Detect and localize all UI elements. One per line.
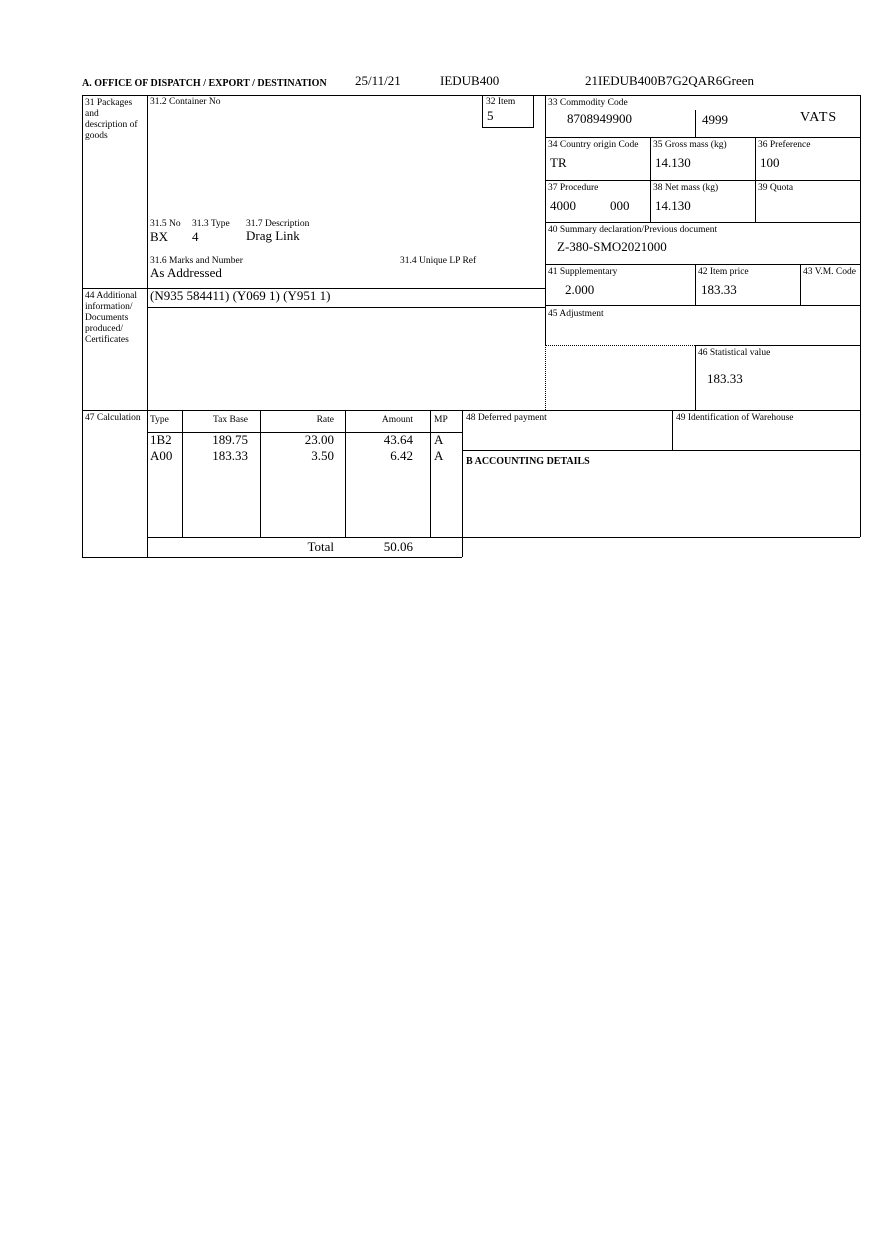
divider-box44-value-underline (147, 307, 545, 308)
divider-table-col2 (260, 410, 261, 537)
box48-label: 48 Deferred payment (466, 413, 547, 423)
border-label-column (147, 95, 148, 557)
divider-top (82, 95, 860, 96)
divider-table-col3 (345, 410, 346, 537)
box31-2-container-label: 31.2 Container No (150, 97, 221, 107)
border-left (82, 95, 83, 557)
table-row-rate: 3.50 (311, 448, 334, 463)
table-row-tax-base: 189.75 (212, 432, 248, 447)
box40-summary-declaration-value: Z-380-SMO2021000 (557, 239, 667, 254)
box33-commodity-code3: VATS (800, 110, 838, 125)
divider-box48-box49 (672, 410, 673, 450)
box31-7-label: 31.7 Description (246, 219, 310, 229)
table-header-amount: Amount (381, 415, 413, 425)
divider-box41-box42 (695, 264, 696, 305)
table-total-label: Total (307, 539, 334, 554)
divider-box48-bottom (462, 450, 860, 451)
divider-total-row-bottom (82, 557, 462, 558)
header-date: 25/11/21 (355, 73, 401, 88)
divider-box47-top (82, 410, 860, 411)
box31-5-label: 31.5 No (150, 219, 181, 229)
box32-label: 32 Item (486, 97, 516, 107)
box33-commodity-code: 8708949900 (567, 111, 632, 126)
box36-label: 36 Preference (758, 140, 811, 150)
box43-label: 43 V.M. Code (803, 267, 856, 277)
table-total-value: 50.06 (383, 539, 413, 554)
box31-6-marks-value: As Addressed (150, 265, 222, 280)
divider-box45-bottom-dotted (545, 345, 695, 346)
table-row-tax-base: 183.33 (212, 448, 248, 463)
divider-box37-bottom (545, 222, 860, 223)
divider-table-col4 (430, 410, 431, 537)
table-header-mp: MP (434, 415, 448, 425)
table-row-mp: A (434, 432, 444, 447)
box38-label: 38 Net mass (kg) (653, 183, 719, 193)
box44-label: 44 Additional information/ Documents produced/ Certificates (85, 291, 137, 345)
table-header-type: Type (150, 415, 169, 425)
box31-5-no-value: BX (150, 229, 169, 244)
box46-statistical-value: 183.33 (707, 371, 743, 386)
box44-additional-info-value: (N935 584411) (Y069 1) (Y951 1) (150, 288, 331, 303)
table-row-amount: 43.64 (383, 432, 413, 447)
box42-label: 42 Item price (698, 267, 749, 277)
table-row-amount: 6.42 (390, 448, 413, 463)
box42-item-price-value: 183.33 (701, 282, 737, 297)
box38-net-mass-value: 14.130 (655, 198, 691, 213)
table-row-mp: A (434, 448, 444, 463)
box36-preference-value: 100 (760, 155, 780, 170)
table-header-rate: Rate (316, 415, 334, 425)
divider-box42-box43 (800, 264, 801, 305)
divider-box40-bottom (545, 264, 860, 265)
box37-label: 37 Procedure (548, 183, 599, 193)
box41-supplementary-value: 2.000 (565, 282, 595, 297)
box31-3-label: 31.3 Type (192, 219, 230, 229)
divider-table-col1 (182, 410, 183, 537)
box31-7-description-value: Drag Link (246, 228, 300, 243)
table-row-type: A00 (150, 448, 173, 463)
divider-table-bottom (147, 537, 860, 538)
divider-table-right (462, 410, 463, 557)
divider-box34-box35 (650, 137, 651, 222)
border-middle-dotted (545, 345, 546, 410)
box40-label: 40 Summary declaration/Previous document (548, 225, 718, 235)
box35-label: 35 Gross mass (kg) (653, 140, 727, 150)
divider-box34-bottom (545, 180, 860, 181)
border-right (860, 95, 861, 537)
divider-commodity-code (695, 110, 696, 137)
divider-box35-box36 (755, 137, 756, 222)
divider-box33-bottom (545, 137, 860, 138)
box33-commodity-code2: 4999 (702, 112, 728, 127)
divider-box46-top (695, 345, 860, 346)
accounting-details-label: B ACCOUNTING DETAILS (466, 456, 590, 467)
box37-procedure-value1: 4000 (550, 198, 576, 213)
box45-label: 45 Adjustment (548, 309, 604, 319)
box32-item-value: 5 (487, 108, 494, 123)
box34-label: 34 Country origin Code (548, 140, 639, 150)
header-title: A. OFFICE OF DISPATCH / EXPORT / DESTINATION (82, 78, 327, 89)
box33-label: 33 Commodity Code (548, 98, 628, 108)
box31-3-type-value: 4 (192, 229, 199, 244)
border-box46-left (695, 345, 696, 410)
box31-6-label: 31.6 Marks and Number (150, 256, 243, 266)
box41-label: 41 Supplementary (548, 267, 618, 277)
box47-label: 47 Calculation (85, 413, 141, 423)
box46-label: 46 Statistical value (698, 348, 771, 358)
box34-country-origin-value: TR (550, 155, 567, 170)
box31-label: 31 Packages and description of goods (85, 98, 138, 141)
table-row-type: 1B2 (150, 432, 172, 447)
table-row-rate: 23.00 (304, 432, 334, 447)
box35-gross-mass-value: 14.130 (655, 155, 691, 170)
table-header-tax-base: Tax Base (213, 415, 248, 425)
box31-4-label: 31.4 Unique LP Ref (400, 256, 477, 266)
box49-label: 49 Identification of Warehouse (676, 413, 794, 423)
divider-box41-bottom (545, 305, 860, 306)
border-middle (545, 95, 546, 345)
box37-procedure-value2: 000 (610, 198, 630, 213)
header-mrn: 21IEDUB400B7G2QAR6Green (585, 73, 754, 88)
header-office-code: IEDUB400 (440, 73, 500, 88)
box39-label: 39 Quota (758, 183, 794, 193)
